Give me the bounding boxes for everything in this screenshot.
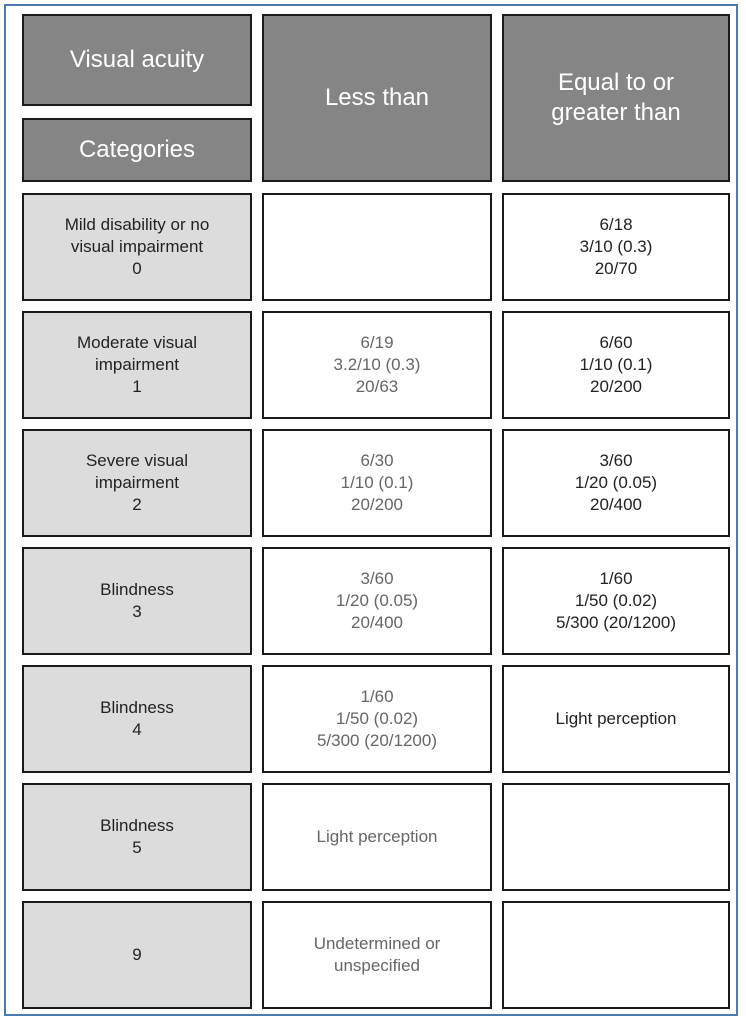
equal-or-greater-cell-line: 1/10 (0.1) bbox=[579, 355, 653, 374]
category-cell bbox=[22, 901, 252, 1009]
category-cell-line: Blindness bbox=[100, 698, 174, 717]
category-cell-line: Mild disability or no bbox=[64, 215, 210, 234]
less-than-cell bbox=[262, 547, 492, 655]
category-cell-line: impairment bbox=[94, 473, 180, 492]
equal-or-greater-cell-line: 20/200 bbox=[589, 377, 642, 396]
less-than-cell-line: unspecified bbox=[333, 956, 420, 975]
less-than-cell-line: 5/300 (20/1200) bbox=[316, 731, 438, 750]
less-than-cell-line: 20/200 bbox=[350, 495, 403, 514]
less-than-cell-line: 20/400 bbox=[350, 613, 403, 632]
equal-or-greater-cell-line: 6/60 bbox=[599, 333, 633, 352]
header-less-than bbox=[262, 14, 492, 182]
less-than-cell-line: 3.2/10 (0.3) bbox=[333, 355, 421, 374]
category-cell-line: impairment bbox=[94, 355, 180, 374]
less-than-cell-line: Undetermined or bbox=[313, 934, 441, 953]
category-cell bbox=[22, 547, 252, 655]
header-categories bbox=[22, 118, 252, 182]
equal-or-greater-cell-line: 20/70 bbox=[594, 259, 638, 278]
less-than-cell bbox=[262, 901, 492, 1009]
category-cell-line: 3 bbox=[132, 602, 142, 621]
category-cell bbox=[22, 783, 252, 891]
category-cell bbox=[22, 311, 252, 419]
less-than-cell-line: 3/60 bbox=[360, 569, 394, 588]
less-than-cell-line: 1/60 bbox=[360, 687, 394, 706]
equal-or-greater-cell bbox=[502, 311, 730, 419]
header-less-than-label: Less than bbox=[324, 84, 430, 111]
less-than-cell-line: 1/10 (0.1) bbox=[340, 473, 414, 492]
equal-or-greater-cell-line: 3/10 (0.3) bbox=[579, 237, 653, 256]
category-cell-line: 4 bbox=[132, 720, 142, 739]
equal-or-greater-cell-line: 1/50 (0.02) bbox=[574, 591, 658, 610]
category-cell bbox=[22, 429, 252, 537]
header-equal-or-greater bbox=[502, 14, 730, 182]
header-equal-or-greater-line: Equal to or bbox=[557, 69, 675, 96]
table-frame bbox=[4, 4, 738, 1016]
less-than-cell-line: 6/30 bbox=[360, 451, 394, 470]
category-cell-line: 2 bbox=[132, 495, 142, 514]
category-cell-line: 5 bbox=[132, 838, 142, 857]
category-cell-line: Moderate visual bbox=[76, 333, 197, 352]
category-cell bbox=[22, 665, 252, 773]
category-cell-line: Blindness bbox=[100, 580, 174, 599]
category-cell-line: 9 bbox=[132, 945, 142, 964]
less-than-cell bbox=[262, 193, 492, 301]
less-than-cell bbox=[262, 665, 492, 773]
category-cell-line: Blindness bbox=[100, 816, 174, 835]
header-visual-acuity bbox=[22, 14, 252, 106]
less-than-cell bbox=[262, 783, 492, 891]
less-than-cell-line: Light perception bbox=[316, 827, 438, 846]
category-cell bbox=[22, 193, 252, 301]
equal-or-greater-cell-line: 3/60 bbox=[599, 451, 633, 470]
header-categories-label: Categories bbox=[78, 136, 196, 163]
less-than-cell-line: 20/63 bbox=[355, 377, 399, 396]
equal-or-greater-cell bbox=[502, 665, 730, 773]
less-than-cell-line: 6/19 bbox=[360, 333, 394, 352]
equal-or-greater-cell bbox=[502, 193, 730, 301]
less-than-cell bbox=[262, 311, 492, 419]
header-visual-acuity-label: Visual acuity bbox=[69, 46, 205, 73]
less-than-cell-line: 1/50 (0.02) bbox=[335, 709, 419, 728]
equal-or-greater-cell-line: 20/400 bbox=[589, 495, 642, 514]
equal-or-greater-cell-line: 1/20 (0.05) bbox=[574, 473, 658, 492]
equal-or-greater-cell bbox=[502, 901, 730, 1009]
equal-or-greater-cell bbox=[502, 547, 730, 655]
equal-or-greater-cell bbox=[502, 429, 730, 537]
equal-or-greater-cell bbox=[502, 783, 730, 891]
header-equal-or-greater-line: greater than bbox=[551, 99, 681, 126]
equal-or-greater-cell-line: 1/60 bbox=[599, 569, 633, 588]
category-cell-line: Severe visual bbox=[85, 451, 189, 470]
less-than-cell bbox=[262, 429, 492, 537]
equal-or-greater-cell-line: 6/18 bbox=[599, 215, 633, 234]
equal-or-greater-cell-line: 5/300 (20/1200) bbox=[555, 613, 677, 632]
equal-or-greater-cell-line: Light perception bbox=[555, 709, 677, 728]
category-cell-line: 0 bbox=[132, 259, 142, 278]
category-cell-line: visual impairment bbox=[70, 237, 204, 256]
less-than-cell-line: 1/20 (0.05) bbox=[335, 591, 419, 610]
category-cell-line: 1 bbox=[132, 377, 142, 396]
